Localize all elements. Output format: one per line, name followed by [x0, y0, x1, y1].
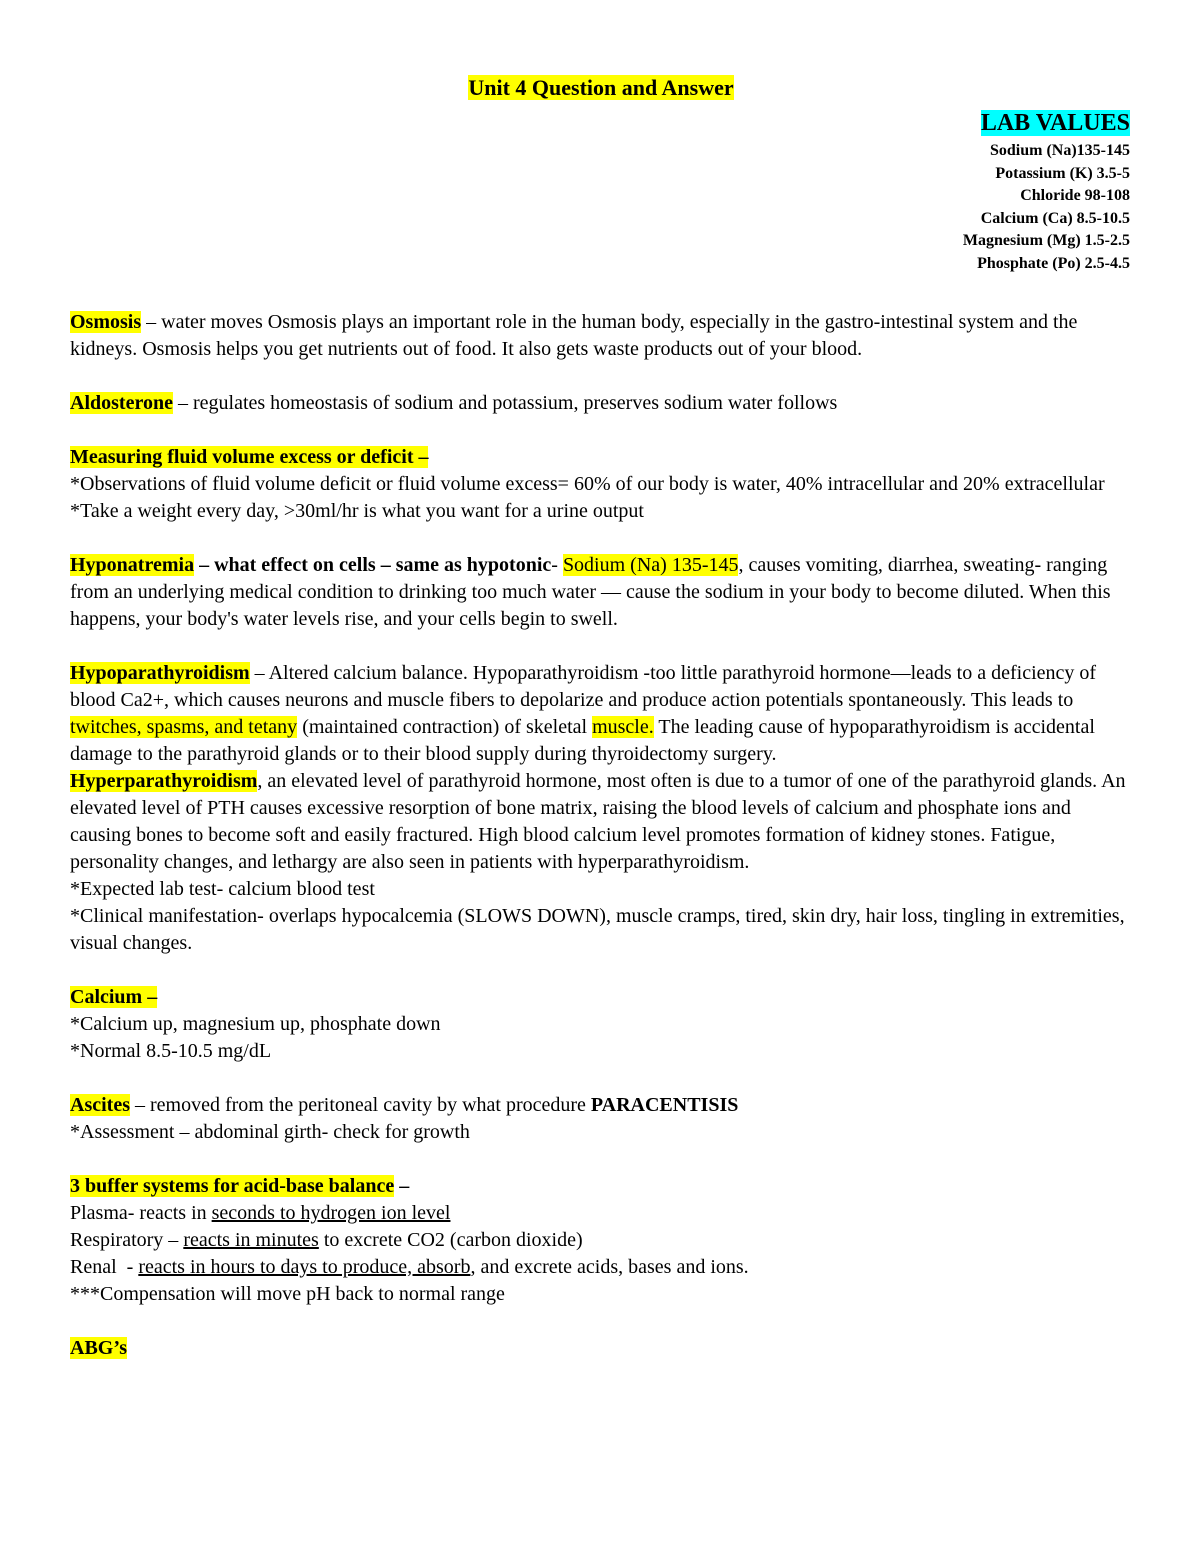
osmosis-paragraph	[70, 309, 1132, 363]
page-title	[70, 72, 1132, 104]
calcium-line-2: *Normal 8.5-10.5 mg/dL	[70, 1040, 272, 1062]
ascites-text: – removed from the peritoneal cavity by what procedure	[129, 1094, 591, 1116]
hypoparathyroidism-term: Hypoparathyroidism	[70, 662, 250, 684]
parathyroid-section	[70, 660, 1132, 957]
hypoparathyroidism-highlight-1: twitches, spasms, and tetany	[70, 716, 298, 738]
document-body	[70, 72, 1132, 1362]
lab-value-sodium: Sodium (Na)135-145	[989, 142, 1130, 159]
lab-values-box	[70, 108, 1130, 275]
fluid-volume-section	[70, 444, 1132, 525]
hyponatremia-paragraph	[70, 552, 1132, 633]
buffer-heading-text: 3 buffer systems for acid-base balance	[70, 1175, 395, 1197]
ascites-paragraph	[70, 1092, 1132, 1119]
buffer-section	[70, 1173, 1132, 1308]
lab-value-chloride: Chloride 98-108	[1020, 187, 1130, 204]
hypoparathyroidism-highlight-2: muscle.	[592, 716, 654, 738]
abg-heading-text: ABG’s	[70, 1337, 128, 1359]
page-title-text: Unit 4 Question and Answer	[468, 75, 734, 100]
fluid-volume-line-2: *Take a weight every day, >30ml/hr is what you want for a urine output	[70, 500, 644, 522]
buffer-renal-label: Renal -	[70, 1256, 139, 1278]
hyponatremia-term: Hyponatremia	[70, 554, 195, 576]
buffer-renal-text: , and excrete acids, bases and ions.	[470, 1256, 749, 1278]
hypoparathyroidism-text-1: – Altered calcium balance. Hypoparathyroidism -too little parathyroid hormone—leads to a deficiency of blood Ca2+, which causes neurons and muscle fibers to depolarize and produce action potentials spontaneously. This leads to	[70, 662, 1097, 711]
hyponatremia-sodium-range: Sodium (Na) 135-145	[562, 554, 739, 576]
buffer-renal-underline: reacts in hours to days to produce, absorb	[138, 1256, 471, 1278]
abg-heading	[70, 1335, 1132, 1362]
hyponatremia-text: , causes vomiting, diarrhea, sweating- ranging from an underlying medical condition to drinking too much water — cause the sodium in your body to become diluted. When this happens, your body's water levels rise, and your cells begin to swell.	[70, 554, 1111, 630]
buffer-plasma	[70, 1200, 1132, 1227]
buffer-respiratory	[70, 1227, 1132, 1254]
hypoparathyroidism-paragraph	[70, 660, 1132, 768]
hyponatremia-bold-text: – what effect on cells – same as hypotonic	[194, 554, 552, 576]
aldosterone-text: – regulates homeostasis of sodium and potassium, preserves sodium water follows	[172, 392, 838, 414]
buffer-respiratory-underline: reacts in minutes	[183, 1229, 319, 1251]
buffer-respiratory-text: to excrete CO2 (carbon dioxide)	[318, 1229, 583, 1251]
buffer-heading	[70, 1173, 1132, 1200]
hyperparathyroidism-line-1: *Expected lab test- calcium blood test	[70, 878, 375, 900]
aldosterone-paragraph	[70, 390, 1132, 417]
ascites-procedure: PARACENTISIS	[590, 1094, 739, 1116]
lab-value-potassium: Potassium (K) 3.5-5	[995, 164, 1130, 182]
buffer-plasma-underline: seconds to hydrogen ion level	[211, 1202, 451, 1224]
hypoparathyroidism-text-2: (maintained contraction) of skeletal	[297, 716, 593, 738]
ascites-section	[70, 1092, 1132, 1146]
aldosterone-term: Aldosterone	[70, 392, 173, 414]
calcium-heading	[70, 984, 1132, 1011]
fluid-volume-heading	[70, 444, 1132, 471]
calcium-line-1: *Calcium up, magnesium up, phosphate down	[70, 1013, 441, 1035]
calcium-section	[70, 984, 1132, 1065]
hyperparathyroidism-term: Hyperparathyroidism	[70, 770, 258, 792]
fluid-volume-line-1: *Observations of fluid volume deficit or fluid volume excess= 60% of our body is water, 40% intracellular and 20% extracellular	[70, 473, 1105, 495]
lab-value-calcium: Calcium (Ca) 8.5-10.5	[980, 209, 1130, 227]
calcium-heading-text: Calcium –	[70, 986, 158, 1008]
lab-values-heading	[70, 108, 1130, 138]
hyponatremia-dash: -	[551, 554, 563, 576]
fluid-volume-heading-text: Measuring fluid volume excess or deficit –	[70, 446, 429, 468]
lab-value-magnesium: Magnesium (Mg) 1.5-2.5	[962, 232, 1130, 249]
buffer-heading-tail: –	[394, 1175, 410, 1197]
lab-value-phosphate: Phosphate (Po) 2.5-4.5	[977, 254, 1130, 272]
hyperparathyroidism-paragraph	[70, 768, 1132, 876]
lab-values-heading-text: LAB VALUES	[980, 110, 1130, 136]
buffer-respiratory-label: Respiratory –	[70, 1229, 184, 1251]
buffer-plasma-label: Plasma- reacts in	[70, 1202, 212, 1224]
ascites-line-1: *Assessment – abdominal girth- check for growth	[70, 1121, 470, 1143]
buffer-compensation: ***Compensation will move pH back to normal range	[70, 1283, 505, 1305]
hypoparathyroidism-text-3: The leading cause of hypoparathyroidism is accidental damage to the parathyroid glands or to their blood supply during thyroidectomy surgery.	[70, 716, 1095, 765]
hyperparathyroidism-text: , an elevated level of parathyroid hormone, most often is due to a tumor of one of the parathyroid glands. An elevated level of PTH causes excessive resorption of bone matrix, raising the blood levels of calcium and phosphate ions and causing bones to become soft and easily fractured. High blood calcium level promotes formation of kidney stones. Fatigue, personality changes, and lethargy are also seen in patients with hyperparathyroidism.	[70, 770, 1126, 873]
osmosis-text: – water moves Osmosis plays an important role in the human body, especially in the gastro-intestinal system and the kidneys. Osmosis helps you get nutrients out of food. It also gets waste products out of your blood.	[70, 311, 1078, 360]
ascites-term: Ascites	[70, 1094, 130, 1116]
osmosis-term: Osmosis	[70, 311, 142, 333]
hyperparathyroidism-line-2: *Clinical manifestation- overlaps hypocalcemia (SLOWS DOWN), muscle cramps, tired, skin dry, hair loss, tingling in extremities, visual changes.	[70, 905, 1125, 954]
buffer-renal	[70, 1254, 1132, 1281]
